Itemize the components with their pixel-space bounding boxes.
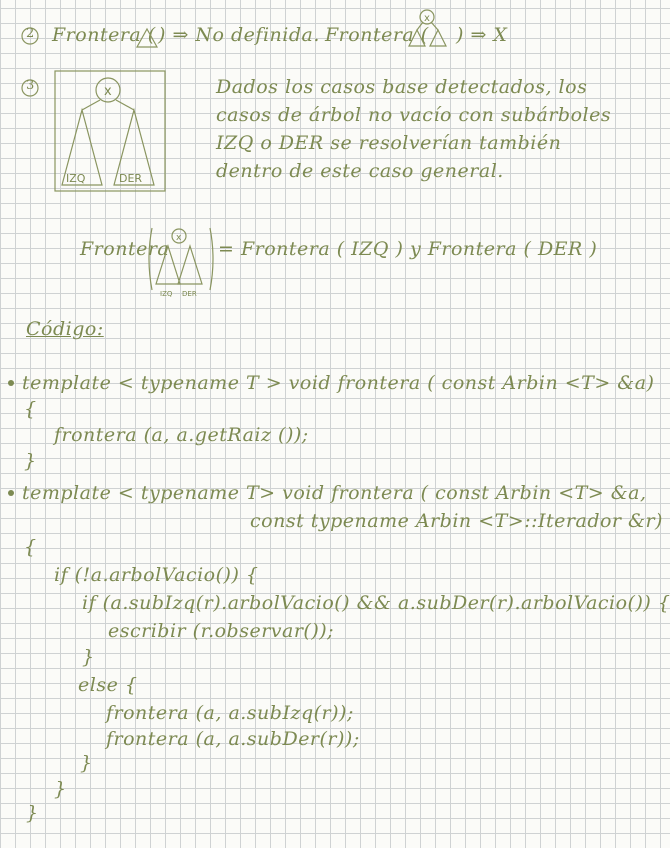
explanation-line-1: Dados los casos base detectados, los	[216, 76, 588, 98]
small-tree-left-label: IZQ	[160, 290, 173, 298]
leaf-tree-diagram	[405, 8, 460, 53]
code-line-close-inner-if: }	[82, 646, 95, 668]
small-tree-right-label: DER	[182, 290, 197, 298]
function-2-close-brace: }	[26, 802, 39, 824]
function-1-body: frontera (a, a.getRaiz ());	[54, 424, 309, 446]
function-1-signature: template < typename T > void frontera ( const Arbin <T> &a)	[22, 372, 655, 394]
section-2-formula-right: Frontera (	[325, 24, 429, 46]
code-heading: Código:	[26, 318, 104, 340]
function-2-signature-continued: const typename Arbin <T>::Iterador &r)	[250, 510, 663, 532]
code-line-close-outer-if: }	[54, 778, 67, 800]
small-tree-root-label: x	[176, 233, 182, 243]
leaf-node-label: x	[424, 13, 430, 24]
code-line-else: else {	[78, 674, 138, 696]
code-line-write: escribir (r.observar());	[108, 620, 335, 642]
small-tree-diagram	[146, 224, 216, 299]
code-line-close-else: }	[80, 752, 93, 774]
general-tree-right-label: DER	[119, 172, 143, 185]
section-2-formula-right-result: ) ⇒ X	[456, 24, 508, 46]
general-tree-root-label: x	[104, 84, 112, 99]
code-line-recurse-left: frontera (a, a.subIzq(r));	[106, 702, 354, 724]
section-3-number: 3	[26, 78, 35, 93]
explanation-line-3: IZQ o DER se resolverían también	[216, 132, 562, 154]
explanation-line-2: casos de árbol no vacío con subárboles	[216, 104, 612, 126]
code-line-recurse-right: frontera (a, a.subDer(r));	[106, 728, 360, 750]
function-2-open-brace: {	[24, 536, 37, 558]
function-2-bullet	[8, 490, 14, 496]
general-tree-left-label: IZQ	[66, 172, 86, 185]
function-2-signature: template < typename T> void frontera ( const Arbin <T> &a,	[22, 482, 647, 504]
explanation-line-4: dentro de este caso general.	[216, 160, 504, 182]
empty-tree-triangle-icon	[135, 27, 159, 49]
general-tree-diagram	[54, 70, 166, 192]
section-2-number: 2	[26, 26, 35, 41]
section-2-formula-result: ) ⇒ No definida.	[158, 24, 320, 46]
function-1-close-brace: }	[24, 450, 37, 472]
function-1-open-brace: {	[24, 398, 37, 420]
code-line-if-leaf: if (a.subIzq(r).arbolVacio() && a.subDer(r).arbolVacio()) {	[82, 592, 670, 614]
section-2-formula-left: Frontera (	[52, 24, 156, 46]
code-line-if-not-empty: if (!a.arbolVacio()) {	[54, 564, 259, 586]
function-1-bullet	[8, 380, 14, 386]
general-formula-right: = Frontera ( IZQ ) y Frontera ( DER )	[218, 238, 598, 260]
general-formula-left: Frontera	[80, 238, 170, 260]
